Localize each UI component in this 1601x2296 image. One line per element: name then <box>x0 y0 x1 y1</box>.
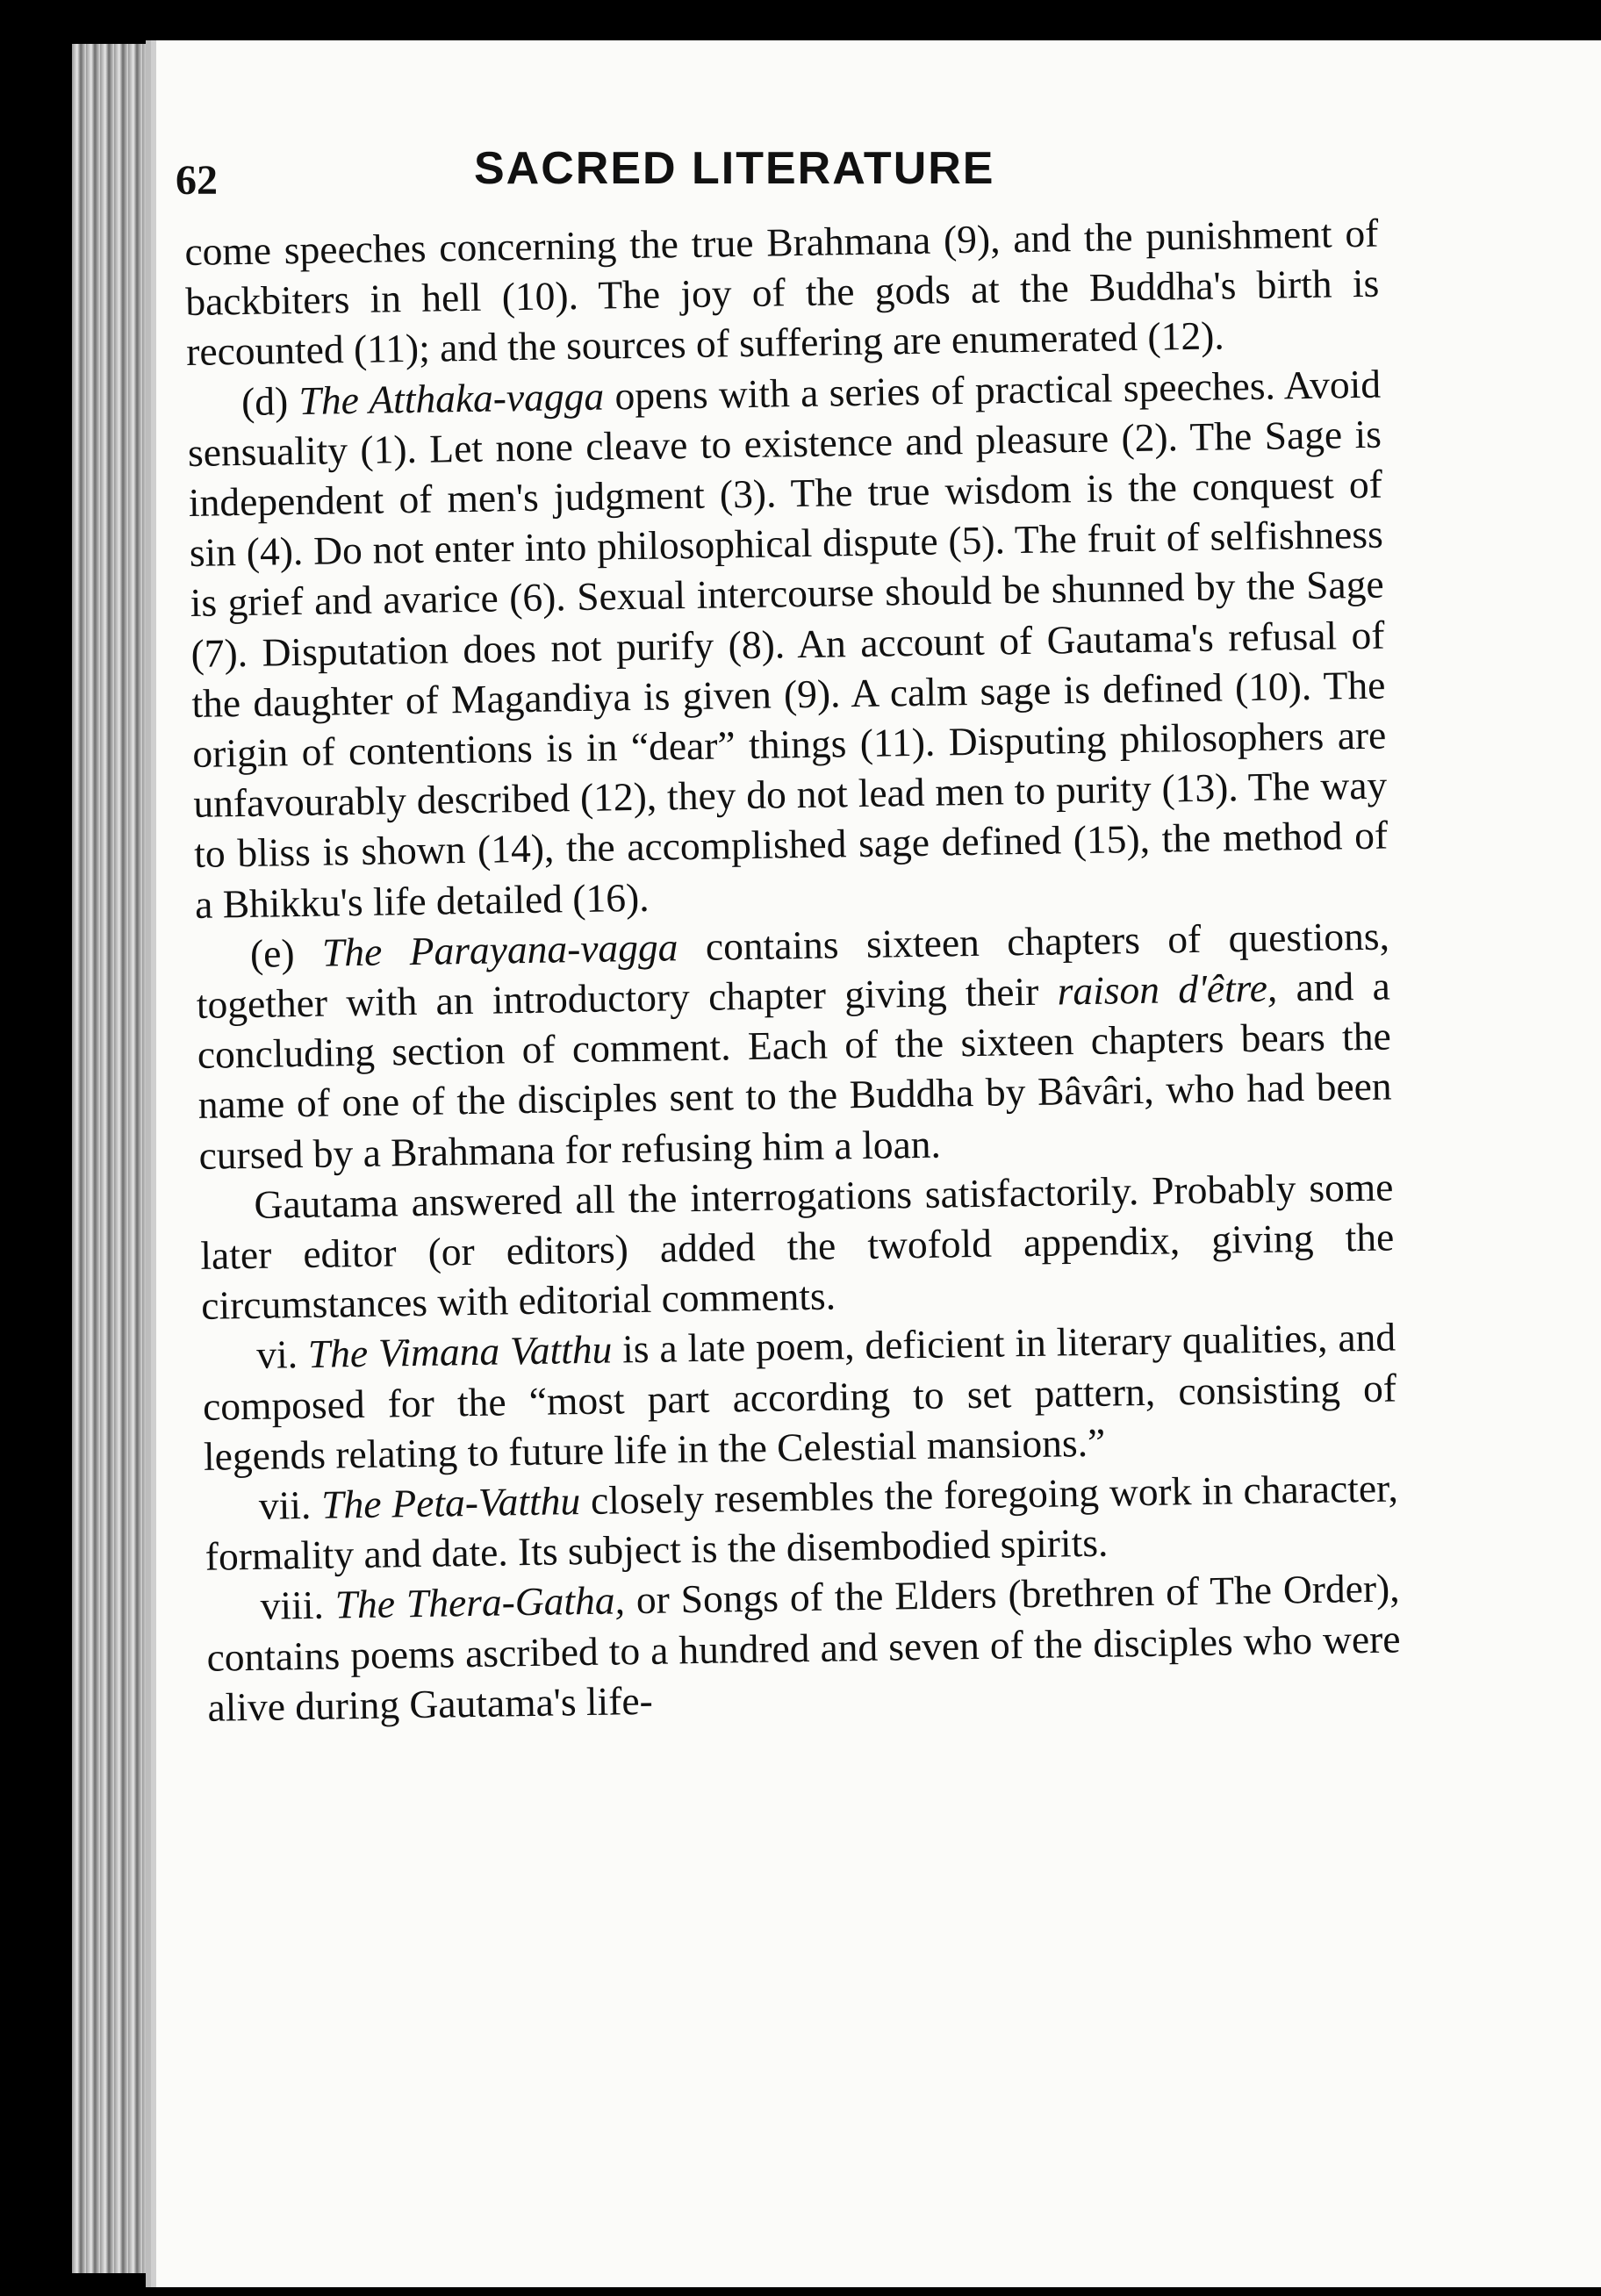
page-header <box>176 112 1378 204</box>
running-title: SACRED LITERATURE <box>474 143 995 194</box>
paragraph-6-text: closely resembles the foregoing work in character, formality and date. Its subject is the disembodied spirits. <box>205 1465 1399 1580</box>
paragraph-7-text: or Songs of the Elders (brethren of The Order), contains poems ascribed to a hundred and seven of the disciples who were alive during Gautama's life- <box>206 1565 1401 1730</box>
paragraph-5 <box>202 1312 1398 1482</box>
paragraph-6-marker: vii. <box>258 1482 322 1528</box>
paragraph-5-text: is a late poem, deficient in literary qualities, and composed for the “most part according to set pattern, consisting of legends relating to future life in the Celestial mansions.” <box>202 1314 1397 1479</box>
paragraph-1: come speeches concerning the true Brahmana (9), and the punishment of backbiters in hell (10). The joy of the gods at the Buddha's birth is recounted (11); and the sources of suffering are enumerated (12). <box>184 210 1380 375</box>
paragraph-7-title: The Thera-Gatha, <box>334 1577 626 1627</box>
paragraph-5-title: The Vimana Vatthu <box>307 1326 613 1377</box>
paragraph-2 <box>187 358 1389 929</box>
paragraph-2-marker: (d) <box>241 377 299 424</box>
paragraph-3 <box>196 910 1393 1180</box>
body-text <box>184 208 1402 1733</box>
paragraph-3-italic-phrase: raison d'être, <box>1057 965 1278 1014</box>
paragraph-5-marker: vi. <box>255 1331 309 1378</box>
page-number: 62 <box>176 157 218 204</box>
paragraph-3-title: The Parayana-vagga <box>321 924 678 975</box>
paragraph-4: Gautama answered all the interrogations satisfactorily. Probably some later editor (or editors) added the twofold appendix, giving the circumstances with editorial comments. <box>200 1164 1395 1329</box>
paragraph-6-title: The Peta-Vatthu <box>320 1478 581 1527</box>
paragraph-2-text: opens with a series of practical speeches. Avoid sensuality (1). Let none cleave to existence and pleasure (2). The Sage is independent of men's judgment (3). The true wisdom is the conquest of sin (4). Do not enter into philosophical dispute (5). The fruit of selfishness is grief and avarice (6). Sexual intercourse should be shunned by the Sage (7). Disputation does not purify (8). An account of Gautama's refusal of the daughter of Magandiya is given (9). A calm sage is defined (10). The origin of contentions is in “dear” things (11). Disputing philosophers are unfavourably described (12), they do not lead men to purity (13). The way to bliss is shown (14), the accomplished sage defined (15), the method of a Bhikku's life detailed (16). <box>187 361 1389 927</box>
paragraph-7 <box>205 1563 1402 1733</box>
paragraph-3-text-a: contains sixteen chapters of questions, together with an introductory chapter giving their <box>196 913 1390 1027</box>
paragraph-3-marker: (e) <box>249 929 323 976</box>
paragraph-2-title: The Atthaka-vagga <box>298 373 605 423</box>
paragraph-3-text-b: and a concluding section of comment. Each of the sixteen chapters bears the name of one of the disciples sent to the Buddha by Bâvâri, who had been cursed by a Brahmana for refusing him a loan. <box>197 963 1392 1178</box>
paragraph-7-marker: viii. <box>260 1582 336 1629</box>
paragraph-6 <box>204 1463 1399 1582</box>
